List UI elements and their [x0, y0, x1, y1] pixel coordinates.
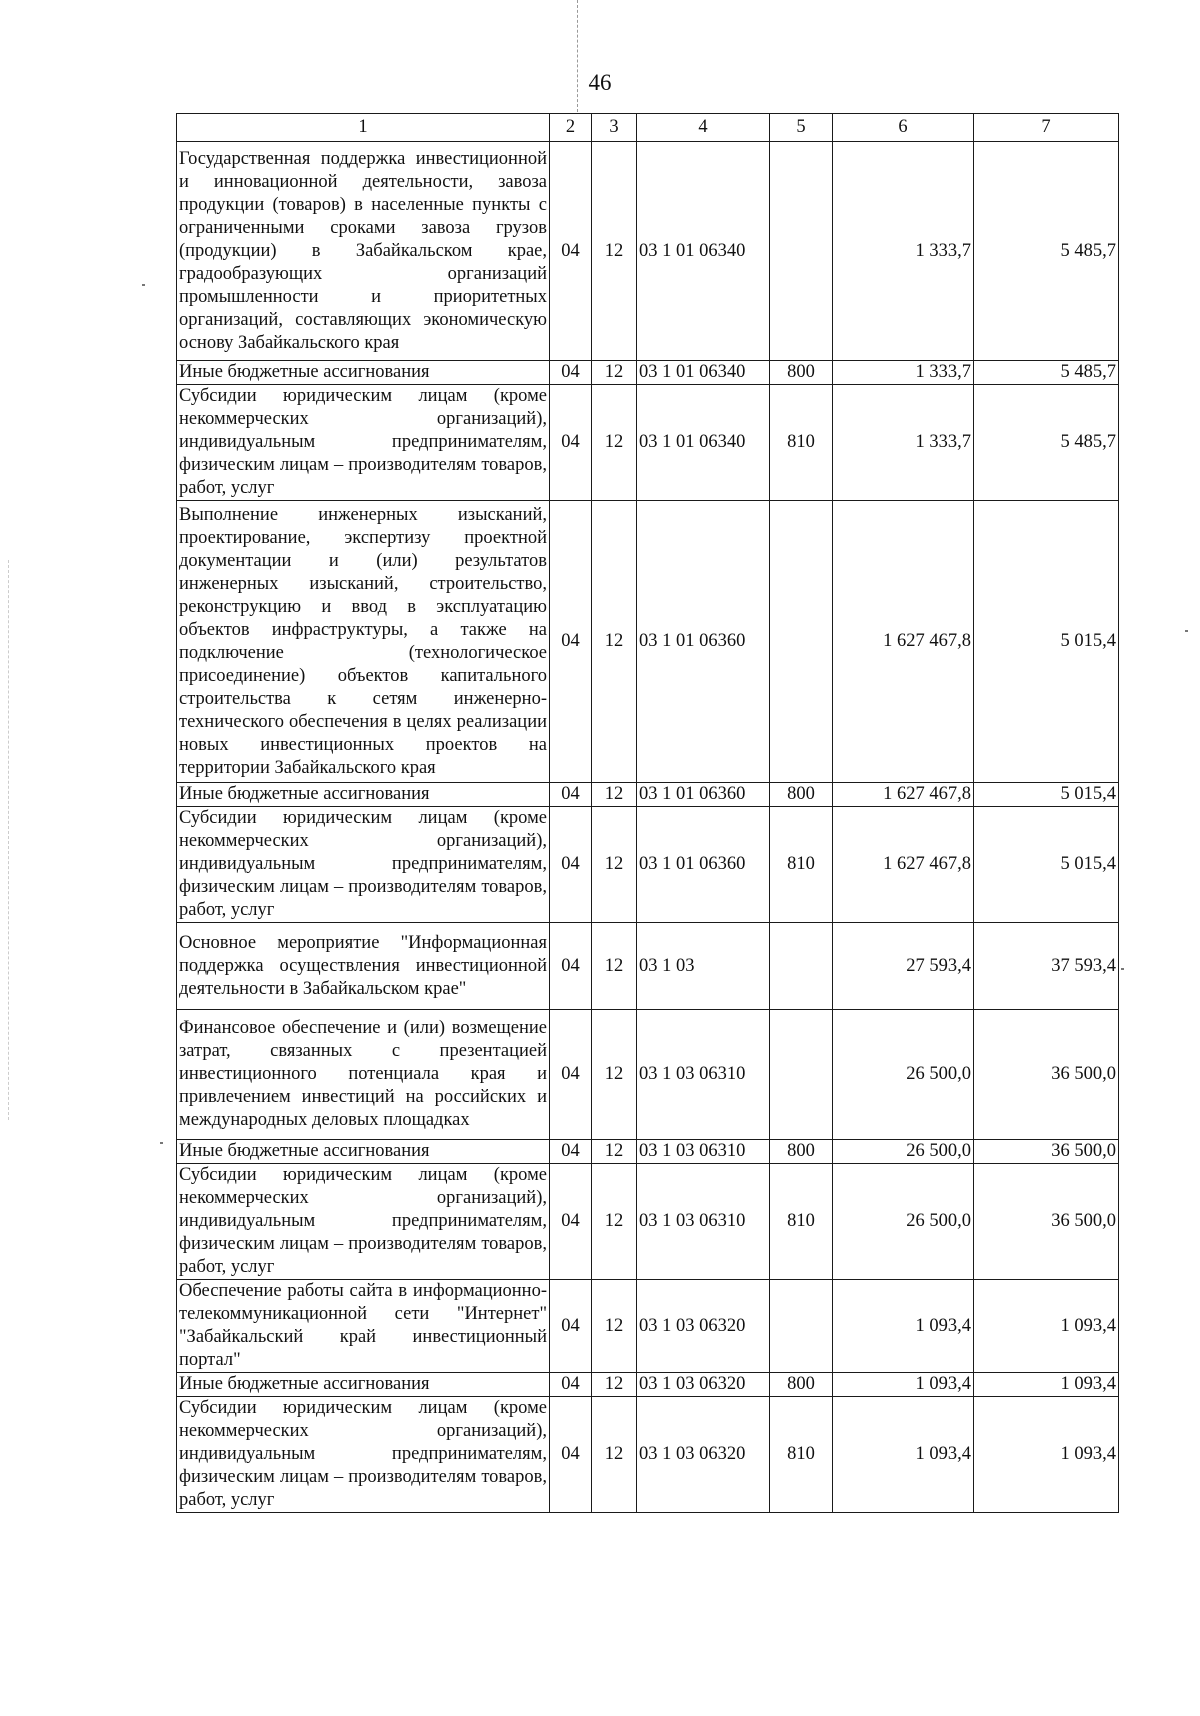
- expense-type-code: [770, 501, 833, 783]
- row-name: Обеспечение работы сайта в информационно-телекоммуникационной сети "Интернет" "Забайкальский край инвестиционный портал": [177, 1280, 550, 1373]
- scan-speck: [142, 284, 145, 286]
- amount-col-6: 26 500,0: [833, 1010, 974, 1140]
- amount-col-6: 1 093,4: [833, 1397, 974, 1513]
- table-row: [177, 783, 1119, 807]
- expense-type-code: 800: [770, 1373, 833, 1397]
- target-article-code: 03 1 03 06320: [637, 1397, 770, 1513]
- section-code: 04: [550, 385, 592, 501]
- amount-col-7: 36 500,0: [974, 1164, 1119, 1280]
- subsection-code: 12: [592, 923, 637, 1010]
- section-code: 04: [550, 923, 592, 1010]
- expense-type-code: 800: [770, 1140, 833, 1164]
- scan-edge-line: [8, 560, 9, 1120]
- expense-type-code: 810: [770, 385, 833, 501]
- subsection-code: 12: [592, 807, 637, 923]
- amount-col-6: 1 093,4: [833, 1280, 974, 1373]
- section-code: 04: [550, 361, 592, 385]
- subsection-code: 12: [592, 1280, 637, 1373]
- table-header-row: [177, 114, 1119, 142]
- row-name: Субсидии юридическим лицам (кроме некоммерческих организаций), индивидуальным предпринимателям, физическим лицам – производителям товаров, работ, услуг: [177, 385, 550, 501]
- row-name: Иные бюджетные ассигнования: [177, 783, 550, 807]
- target-article-code: 03 1 03 06310: [637, 1164, 770, 1280]
- amount-col-7: 5 485,7: [974, 385, 1119, 501]
- expense-type-code: [770, 923, 833, 1010]
- column-header: 7: [974, 114, 1119, 142]
- target-article-code: 03 1 03 06320: [637, 1280, 770, 1373]
- amount-col-7: 5 015,4: [974, 501, 1119, 783]
- amount-col-7: 36 500,0: [974, 1140, 1119, 1164]
- amount-col-6: 26 500,0: [833, 1164, 974, 1280]
- subsection-code: 12: [592, 1010, 637, 1140]
- column-header: 2: [550, 114, 592, 142]
- amount-col-7: 1 093,4: [974, 1280, 1119, 1373]
- column-header: 5: [770, 114, 833, 142]
- amount-col-6: 1 627 467,8: [833, 501, 974, 783]
- table-row: [177, 385, 1119, 501]
- expense-type-code: 800: [770, 783, 833, 807]
- target-article-code: 03 1 03: [637, 923, 770, 1010]
- amount-col-7: 5 485,7: [974, 142, 1119, 361]
- expense-type-code: [770, 1280, 833, 1373]
- subsection-code: 12: [592, 1373, 637, 1397]
- amount-col-6: 1 333,7: [833, 361, 974, 385]
- section-code: 04: [550, 783, 592, 807]
- section-code: 04: [550, 807, 592, 923]
- target-article-code: 03 1 01 06340: [637, 142, 770, 361]
- table-row: [177, 501, 1119, 783]
- subsection-code: 12: [592, 1164, 637, 1280]
- amount-col-7: 36 500,0: [974, 1010, 1119, 1140]
- table-row: [177, 142, 1119, 361]
- subsection-code: 12: [592, 501, 637, 783]
- row-name: Основное мероприятие "Информационная поддержка осуществления инвестиционной деятельности в Забайкальском крае": [177, 923, 550, 1010]
- section-code: 04: [550, 1010, 592, 1140]
- expense-type-code: 810: [770, 807, 833, 923]
- row-name: Иные бюджетные ассигнования: [177, 1140, 550, 1164]
- target-article-code: 03 1 03 06310: [637, 1140, 770, 1164]
- row-name: Субсидии юридическим лицам (кроме некоммерческих организаций), индивидуальным предпринимателям, физическим лицам – производителям товаров, работ, услуг: [177, 1164, 550, 1280]
- row-name: Выполнение инженерных изысканий, проектирование, экспертизу проектной документации и (или) результатов инженерных изысканий, строительство, реконструкцию и ввод в эксплуатацию объектов инфраструктуры, а также на подключение (технологическое присоединение) объектов капитального строительства к сетям инженерно-технического обеспечения в целях реализации новых инвестиционных проектов на территории Забайкальского края: [177, 501, 550, 783]
- amount-col-7: 1 093,4: [974, 1373, 1119, 1397]
- amount-col-6: 1 627 467,8: [833, 783, 974, 807]
- scan-speck: [160, 1142, 163, 1144]
- expense-type-code: 800: [770, 361, 833, 385]
- expense-type-code: [770, 142, 833, 361]
- table-row: [177, 923, 1119, 1010]
- row-name: Субсидии юридическим лицам (кроме некоммерческих организаций), индивидуальным предпринимателям, физическим лицам – производителям товаров, работ, услуг: [177, 807, 550, 923]
- subsection-code: 12: [592, 1140, 637, 1164]
- row-name: Иные бюджетные ассигнования: [177, 1373, 550, 1397]
- subsection-code: 12: [592, 1397, 637, 1513]
- target-article-code: 03 1 01 06360: [637, 807, 770, 923]
- expense-type-code: 810: [770, 1164, 833, 1280]
- section-code: 04: [550, 1140, 592, 1164]
- row-name: Иные бюджетные ассигнования: [177, 361, 550, 385]
- amount-col-6: 1 093,4: [833, 1373, 974, 1397]
- table-row: [177, 1164, 1119, 1280]
- section-code: 04: [550, 142, 592, 361]
- section-code: 04: [550, 1397, 592, 1513]
- table-row: [177, 1140, 1119, 1164]
- amount-col-6: 27 593,4: [833, 923, 974, 1010]
- row-name: Субсидии юридическим лицам (кроме некоммерческих организаций), индивидуальным предпринимателям, физическим лицам – производителям товаров, работ, услуг: [177, 1397, 550, 1513]
- expense-type-code: 810: [770, 1397, 833, 1513]
- table-row: [177, 807, 1119, 923]
- column-header: 4: [637, 114, 770, 142]
- target-article-code: 03 1 01 06360: [637, 783, 770, 807]
- column-header: 1: [177, 114, 550, 142]
- table-row: [177, 1397, 1119, 1513]
- target-article-code: 03 1 01 06360: [637, 501, 770, 783]
- target-article-code: 03 1 03 06310: [637, 1010, 770, 1140]
- table-row: [177, 361, 1119, 385]
- section-code: 04: [550, 1280, 592, 1373]
- scan-speck: [1121, 968, 1124, 970]
- subsection-code: 12: [592, 142, 637, 361]
- table-row: [177, 1280, 1119, 1373]
- table-row: [177, 1010, 1119, 1140]
- row-name: Государственная поддержка инвестиционной и инновационной деятельности, завоза продукции (товаров) в населенные пункты с ограниченными сроками завоза грузов (продукции) в Забайкальском крае, градообразующих организаций промышленности и приоритетных организаций, составляющих экономическую основу Забайкальского края: [177, 142, 550, 361]
- subsection-code: 12: [592, 385, 637, 501]
- target-article-code: 03 1 01 06340: [637, 385, 770, 501]
- section-code: 04: [550, 1164, 592, 1280]
- budget-table: [176, 113, 1119, 1513]
- page-number: 46: [588, 70, 612, 95]
- table-row: [177, 1373, 1119, 1397]
- section-code: 04: [550, 501, 592, 783]
- amount-col-7: 37 593,4: [974, 923, 1119, 1010]
- amount-col-7: 5 485,7: [974, 361, 1119, 385]
- amount-col-6: 1 333,7: [833, 142, 974, 361]
- column-header: 3: [592, 114, 637, 142]
- target-article-code: 03 1 01 06340: [637, 361, 770, 385]
- subsection-code: 12: [592, 361, 637, 385]
- row-name: Финансовое обеспечение и (или) возмещение затрат, связанных с презентацией инвестиционного потенциала края и привлечением инвестиций на российских и международных деловых площадках: [177, 1010, 550, 1140]
- amount-col-6: 1 627 467,8: [833, 807, 974, 923]
- target-article-code: 03 1 03 06320: [637, 1373, 770, 1397]
- amount-col-7: 5 015,4: [974, 807, 1119, 923]
- scan-speck: [1185, 630, 1188, 632]
- amount-col-7: 5 015,4: [974, 783, 1119, 807]
- column-header: 6: [833, 114, 974, 142]
- table-body: [177, 114, 1119, 1513]
- expense-type-code: [770, 1010, 833, 1140]
- section-code: 04: [550, 1373, 592, 1397]
- amount-col-6: 26 500,0: [833, 1140, 974, 1164]
- amount-col-6: 1 333,7: [833, 385, 974, 501]
- subsection-code: 12: [592, 783, 637, 807]
- amount-col-7: 1 093,4: [974, 1397, 1119, 1513]
